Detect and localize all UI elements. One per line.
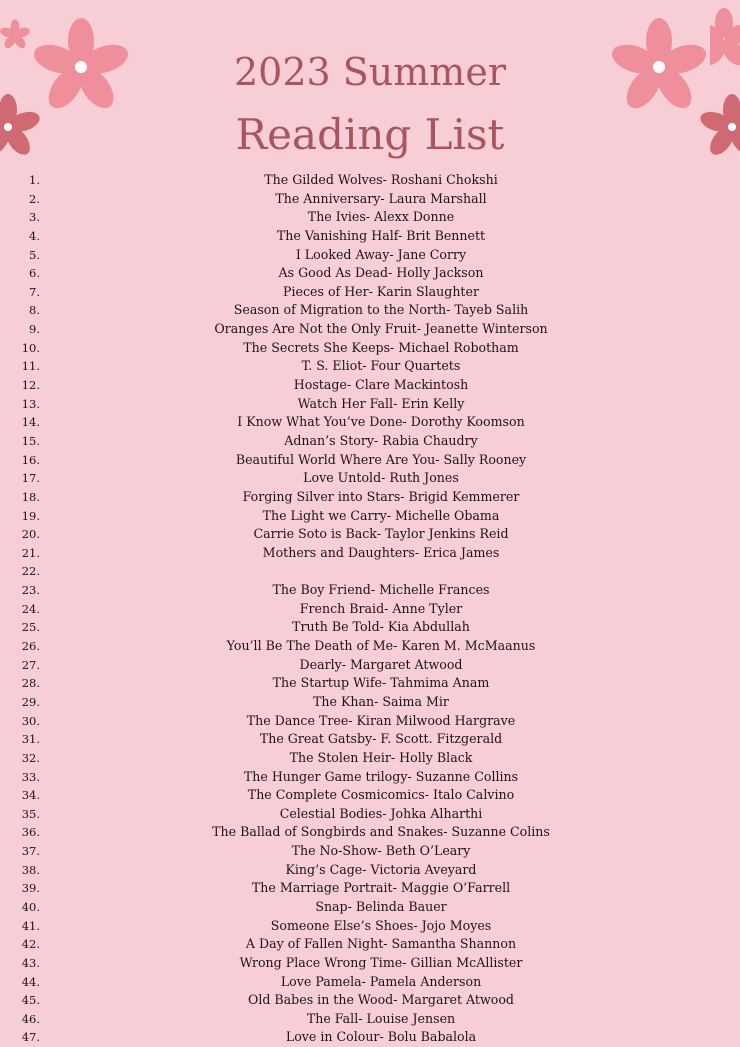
list-item-number: 16. [21, 452, 40, 467]
list-item-title: T. S. Eliot- Four Quartets [301, 358, 461, 374]
list-item-title: The Startup Wife- Tahmima Anam [272, 675, 490, 691]
list-item [0, 823, 740, 842]
list-item-number: 5. [29, 247, 40, 262]
list-item [0, 246, 740, 265]
list-item [0, 674, 740, 693]
reading-list [0, 171, 740, 1047]
page-title-line-1: 2023 Summer [233, 50, 506, 94]
list-item-title: The No-Show- Beth O’Leary [291, 843, 471, 859]
list-item [0, 768, 740, 787]
list-item-number: 7. [29, 284, 40, 299]
list-item-title: The Hunger Game trilogy- Suzanne Collins [243, 768, 519, 784]
list-item [0, 786, 740, 805]
list-item-number: 14. [21, 415, 40, 430]
list-item-title: The Stolen Heir- Holly Black [289, 749, 473, 765]
list-item [0, 525, 740, 544]
list-item-title: The Complete Cosmicomics- Italo Calvino [247, 787, 515, 803]
list-item-number: 22. [21, 564, 40, 579]
list-item-number: 36. [21, 825, 40, 840]
list-item-number: 25. [21, 620, 40, 635]
list-item-title: The Fall- Louise Jensen [306, 1010, 456, 1026]
list-item [0, 320, 740, 339]
list-item-title: Mothers and Daughters- Erica James [262, 544, 500, 560]
list-item-number: 28. [21, 676, 40, 691]
list-item [0, 898, 740, 917]
list-item-number: 33. [21, 769, 40, 784]
list-item [0, 283, 740, 302]
list-item [0, 805, 740, 824]
list-item-number: 4. [29, 228, 40, 243]
list-item [0, 339, 740, 358]
list-item-number: 8. [29, 303, 40, 318]
list-item-number: 19. [21, 508, 40, 523]
list-item-number: 24. [21, 601, 40, 616]
list-item-number: 27. [21, 657, 40, 672]
list-item-number: 15. [21, 433, 40, 448]
list-item-title: Truth Be Told- Kia Abdullah [292, 619, 470, 635]
list-item [0, 954, 740, 973]
list-item [0, 618, 740, 637]
list-item-title: The Vanishing Half- Brit Bennett [276, 227, 486, 243]
list-item-number: 35. [21, 806, 40, 821]
list-item-number: 40. [21, 899, 40, 914]
list-item-title: The Anniversary- Laura Marshall [275, 190, 487, 206]
list-item-number: 23. [21, 583, 40, 598]
list-item [0, 507, 740, 526]
list-item-title: The Ballad of Songbirds and Snakes- Suzanne Colins [212, 824, 550, 840]
list-item-title: Someone Else’s Shoes- Jojo Moyes [270, 917, 492, 933]
list-item-number: 21. [21, 545, 40, 560]
list-item-title: The Dance Tree- Kiran Milwood Hargrave [246, 712, 516, 728]
list-item-number: 44. [21, 974, 40, 989]
list-item-title: Adnan’s Story- Rabia Chaudry [284, 432, 478, 448]
list-item [0, 357, 740, 376]
list-item-title: King’s Cage- Victoria Aveyard [285, 861, 477, 877]
list-item-number: 32. [21, 750, 40, 765]
list-item-number: 10. [21, 340, 40, 355]
list-item-title: Old Babes in the Wood- Margaret Atwood [248, 992, 514, 1008]
list-item-number: 18. [21, 489, 40, 504]
list-item-number: 30. [21, 713, 40, 728]
list-item [0, 432, 740, 451]
list-item-title: Forging Silver into Stars- Brigid Kemmerer [242, 488, 520, 504]
list-item-title: Pieces of Her- Karin Slaughter [283, 283, 479, 299]
list-item [0, 227, 740, 246]
list-item-title: Carrie Soto is Back- Taylor Jenkins Reid [253, 526, 509, 542]
list-item-title: The Great Gatsby- F. Scott. Fitzgerald [259, 731, 503, 747]
list-item-title: Season of Migration to the North- Tayeb Salih [233, 302, 529, 318]
list-item [0, 264, 740, 283]
list-item-number: 1. [29, 173, 40, 187]
list-item-title: The Khan- Saima Mir [313, 693, 449, 709]
list-item-number: 47. [21, 1030, 40, 1045]
list-item-number: 6. [29, 266, 40, 281]
list-item-number: 2. [29, 191, 40, 206]
list-item-title: Love Pamela- Pamela Anderson [280, 973, 482, 989]
list-item [0, 656, 740, 675]
list-item-title: The Gilded Wolves- Roshani Chokshi [264, 172, 498, 187]
list-item [0, 842, 740, 861]
list-item-title: You’ll Be The Death of Me- Karen M. McMaanus [226, 638, 536, 654]
list-item [0, 712, 740, 731]
list-item [0, 190, 740, 209]
list-item-title: As Good As Dead- Holly Jackson [278, 265, 484, 281]
list-item-title: Wrong Place Wrong Time- Gillian McAllister [239, 954, 523, 970]
list-item-number: 43. [21, 955, 40, 970]
list-item-title: Love in Colour- Bolu Babalola [285, 1029, 477, 1045]
list-item-number: 41. [21, 918, 40, 933]
list-item-number: 11. [21, 359, 40, 374]
list-item-number: 38. [21, 862, 40, 877]
list-item-number: 9. [29, 322, 40, 337]
list-item-title: Oranges Are Not the Only Fruit- Jeanette Winterson [214, 321, 548, 337]
list-item [0, 730, 740, 749]
list-item-title: Hostage- Clare Mackintosh [293, 377, 469, 393]
list-item [0, 861, 740, 880]
list-item [0, 171, 740, 190]
list-item [0, 1028, 740, 1047]
list-item [0, 395, 740, 414]
list-item-title: A Day of Fallen Night- Samantha Shannon [245, 936, 517, 952]
list-item-number: 3. [29, 210, 40, 225]
list-item [0, 301, 740, 320]
list-item-title: Dearly- Margaret Atwood [299, 656, 463, 672]
list-item-title: The Marriage Portrait- Maggie O’Farrell [251, 880, 511, 896]
list-item-number: 46. [21, 1011, 40, 1026]
list-item-number: 39. [21, 881, 40, 896]
list-item [0, 544, 740, 563]
list-item [0, 973, 740, 992]
list-item [0, 413, 740, 432]
list-item [0, 469, 740, 488]
list-item [0, 581, 740, 600]
list-item-title: The Boy Friend- Michelle Frances [272, 582, 490, 598]
list-item [0, 935, 740, 954]
list-item-number: 34. [21, 788, 40, 803]
list-item-number: 29. [21, 694, 40, 709]
list-item-number: 31. [21, 732, 40, 747]
list-item [0, 208, 740, 227]
list-item-title: The Secrets She Keeps- Michael Robotham [243, 339, 519, 355]
list-item [0, 637, 740, 656]
list-item-title: Celestial Bodies- Johka Alharthi [279, 805, 483, 821]
list-item-title: Watch Her Fall- Erin Kelly [297, 395, 465, 411]
list-item-number: 26. [21, 639, 40, 654]
list-item [0, 1010, 740, 1029]
page-title-line-2: Reading List [235, 110, 505, 159]
list-item-number: 20. [21, 527, 40, 542]
list-item [0, 917, 740, 936]
list-item-title: Love Untold- Ruth Jones [303, 470, 459, 486]
list-item-title: French Braid- Anne Tyler [299, 600, 463, 616]
list-item [0, 879, 740, 898]
list-item-number: 42. [21, 937, 40, 952]
list-item [0, 488, 740, 507]
list-item-title: Beautiful World Where Are You- Sally Rooney [235, 451, 527, 467]
list-item-number: 13. [21, 396, 40, 411]
list-item-title: I Know What You’ve Done- Dorothy Koomson [237, 414, 525, 430]
list-item-number: 45. [21, 993, 40, 1008]
list-item-title: The Ivies- Alexx Donne [307, 209, 455, 225]
list-item [0, 749, 740, 768]
list-item [0, 600, 740, 619]
list-item-title: Snap- Belinda Bauer [315, 898, 447, 914]
list-item [0, 991, 740, 1010]
list-item-title: I Looked Away- Jane Corry [295, 246, 467, 262]
list-item-number: 17. [21, 471, 40, 486]
list-item [0, 693, 740, 712]
list-item [0, 376, 740, 395]
list-item-number: 12. [21, 378, 40, 393]
list-item-title: The Light we Carry- Michelle Obama [262, 507, 500, 523]
list-item-number: 37. [21, 844, 40, 859]
list-item [0, 562, 740, 581]
list-item [0, 451, 740, 470]
